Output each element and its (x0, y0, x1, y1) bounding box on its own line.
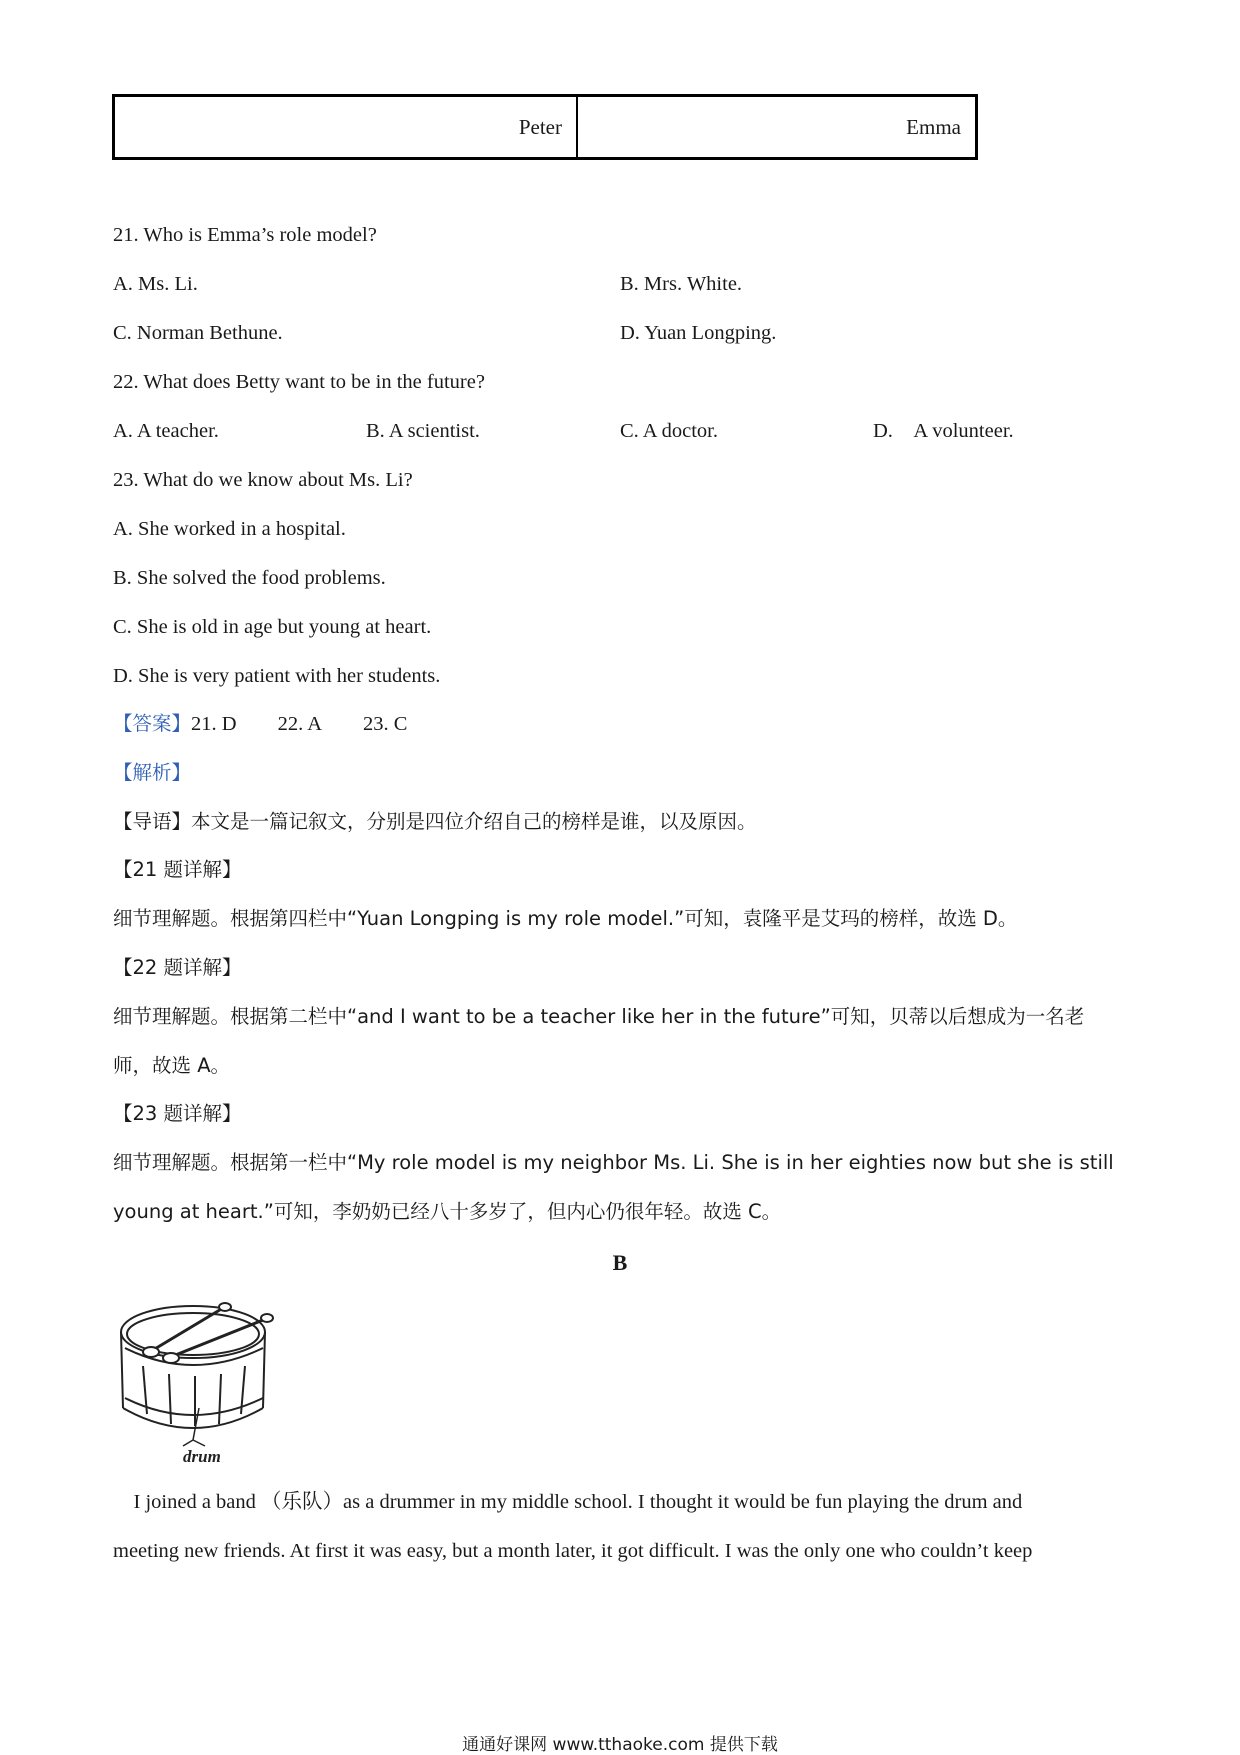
q22-option-b: B. A scientist. (366, 420, 480, 442)
detail-23-body-2: young at heart.”可知，李奶奶已经八十多岁了，但内心仍很年轻。故选 C。 (113, 1200, 782, 1223)
intro-text: 【导语】本文是一篇记叙文，分别是四位介绍自己的榜样是谁，以及原因。 (113, 810, 757, 833)
q21-option-a: A. Ms. Li. (113, 273, 198, 295)
q23-option-d: D. She is very patient with her students. (113, 665, 441, 687)
q23-stem: 23. What do we know about Ms. Li? (113, 469, 413, 491)
section-b-heading: B (612, 1250, 628, 1275)
q21-option-c: C. Norman Bethune. (113, 322, 283, 344)
analysis-label: 【解析】 (113, 761, 192, 784)
answer-text: 21. D 22. A 23. C (191, 713, 408, 735)
q23-option-c: C. She is old in age but young at heart. (113, 616, 432, 638)
answer-label: 【答案】 (113, 712, 192, 735)
name-table (112, 94, 978, 160)
passage-line-1: I joined a band （乐队）as a drummer in my middle school. I thought it would be fun playing the drum and (113, 1491, 1023, 1513)
drum-caption: drum (183, 1447, 221, 1466)
q22-option-d: D. A volunteer. (873, 420, 1014, 442)
detail-23-title: 【23 题详解】 (113, 1102, 242, 1125)
table-cell-peter: Peter (518, 114, 562, 139)
detail-22-body-2: 师，故选 A。 (113, 1054, 231, 1077)
q22-option-a: A. A teacher. (113, 420, 219, 442)
q22-stem: 22. What does Betty want to be in the future? (113, 371, 485, 393)
detail-22-title: 【22 题详解】 (113, 956, 242, 979)
detail-23-body-1: 细节理解题。根据第一栏中“My role model is my neighbor Ms. Li. She is in her eighties now but she is still (113, 1151, 1114, 1174)
q23-option-a: A. She worked in a hospital. (113, 518, 346, 540)
footer: 通通好课网 www.tthaoke.com 提供下载 (462, 1735, 778, 1755)
q23-option-b: B. She solved the food problems. (113, 567, 386, 589)
q21-stem: 21. Who is Emma’s role model? (113, 224, 377, 246)
detail-21-title: 【21 题详解】 (113, 858, 242, 881)
q21-option-d: D. Yuan Longping. (620, 322, 777, 344)
q22-option-c: C. A doctor. (620, 420, 718, 442)
drum-illustration (113, 1290, 303, 1470)
table-cell-emma: Emma (576, 97, 975, 157)
drum-icon (113, 1290, 303, 1470)
q21-option-b: B. Mrs. White. (620, 273, 743, 295)
passage-line-2: meeting new friends. At first it was easy, but a month later, it got difficult. I was the only one who couldn’t keep (113, 1540, 1033, 1562)
answer-line (113, 714, 407, 735)
detail-21-body: 细节理解题。根据第四栏中“Yuan Longping is my role model.”可知，袁隆平是艾玛的榜样，故选 D。 (113, 907, 1018, 930)
detail-22-body-1: 细节理解题。根据第二栏中“and I want to be a teacher like her in the future”可知，贝蒂以后想成为一名老 (113, 1005, 1085, 1028)
